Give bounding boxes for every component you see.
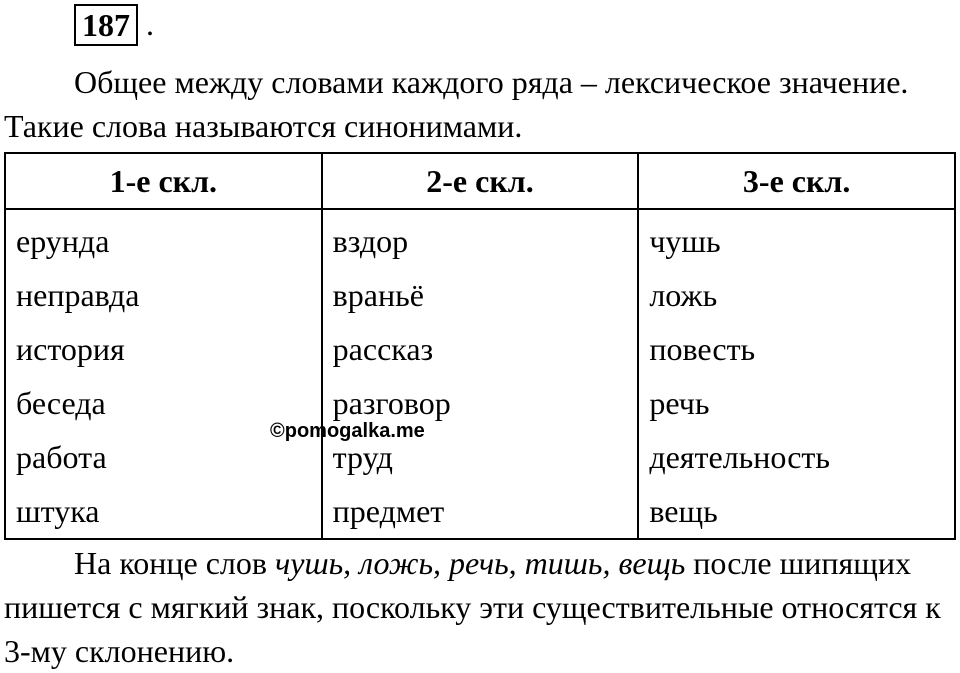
column-header-declension-1: 1-е скл. [5,153,322,209]
table-cell: деятельность [638,430,955,484]
example-words: чушь, ложь, речь, тишь, вещь [274,545,686,581]
table-cell: история [5,322,322,376]
table-cell: повесть [638,322,955,376]
declension-table [4,152,956,540]
exercise-number: 187 [74,4,138,46]
intro-paragraph: Общее между словами каждого ряда – лексическое значение. Такие слова называются синонимами. [4,64,909,144]
table-row [5,268,955,322]
table-cell: ложь [638,268,955,322]
watermark: ©pomogalka.me [270,420,425,442]
exercise-number-dot: . [146,6,154,42]
table-cell: неправда [5,268,322,322]
table-row [5,376,955,430]
table-cell: беседа [5,376,322,430]
table-cell: предмет [322,484,639,539]
conclusion-paragraph [4,541,956,673]
table-cell: труд [322,430,639,484]
table-cell: работа [5,430,322,484]
table-cell: рассказ [322,322,639,376]
table-header-row [5,153,955,209]
conclusion-text-end: после шипящих пишется с мягкий знак, поскольку эти существительные относятся к 3-му склонению. [4,545,941,669]
table-cell: чушь [638,209,955,268]
table-cell: враньё [322,268,639,322]
table-row [5,484,955,539]
table-row [5,322,955,376]
table-cell: ерунда [5,209,322,268]
table-cell: речь [638,376,955,430]
table-row [5,209,955,268]
column-header-declension-3: 3-е скл. [638,153,955,209]
table-cell: штука [5,484,322,539]
table-cell: вещь [638,484,955,539]
table-cell: вздор [322,209,639,268]
conclusion-text-start: На конце слов [74,545,275,581]
table-row [5,430,955,484]
table-cell: разговор [322,376,639,430]
column-header-declension-2: 2-е скл. [322,153,639,209]
